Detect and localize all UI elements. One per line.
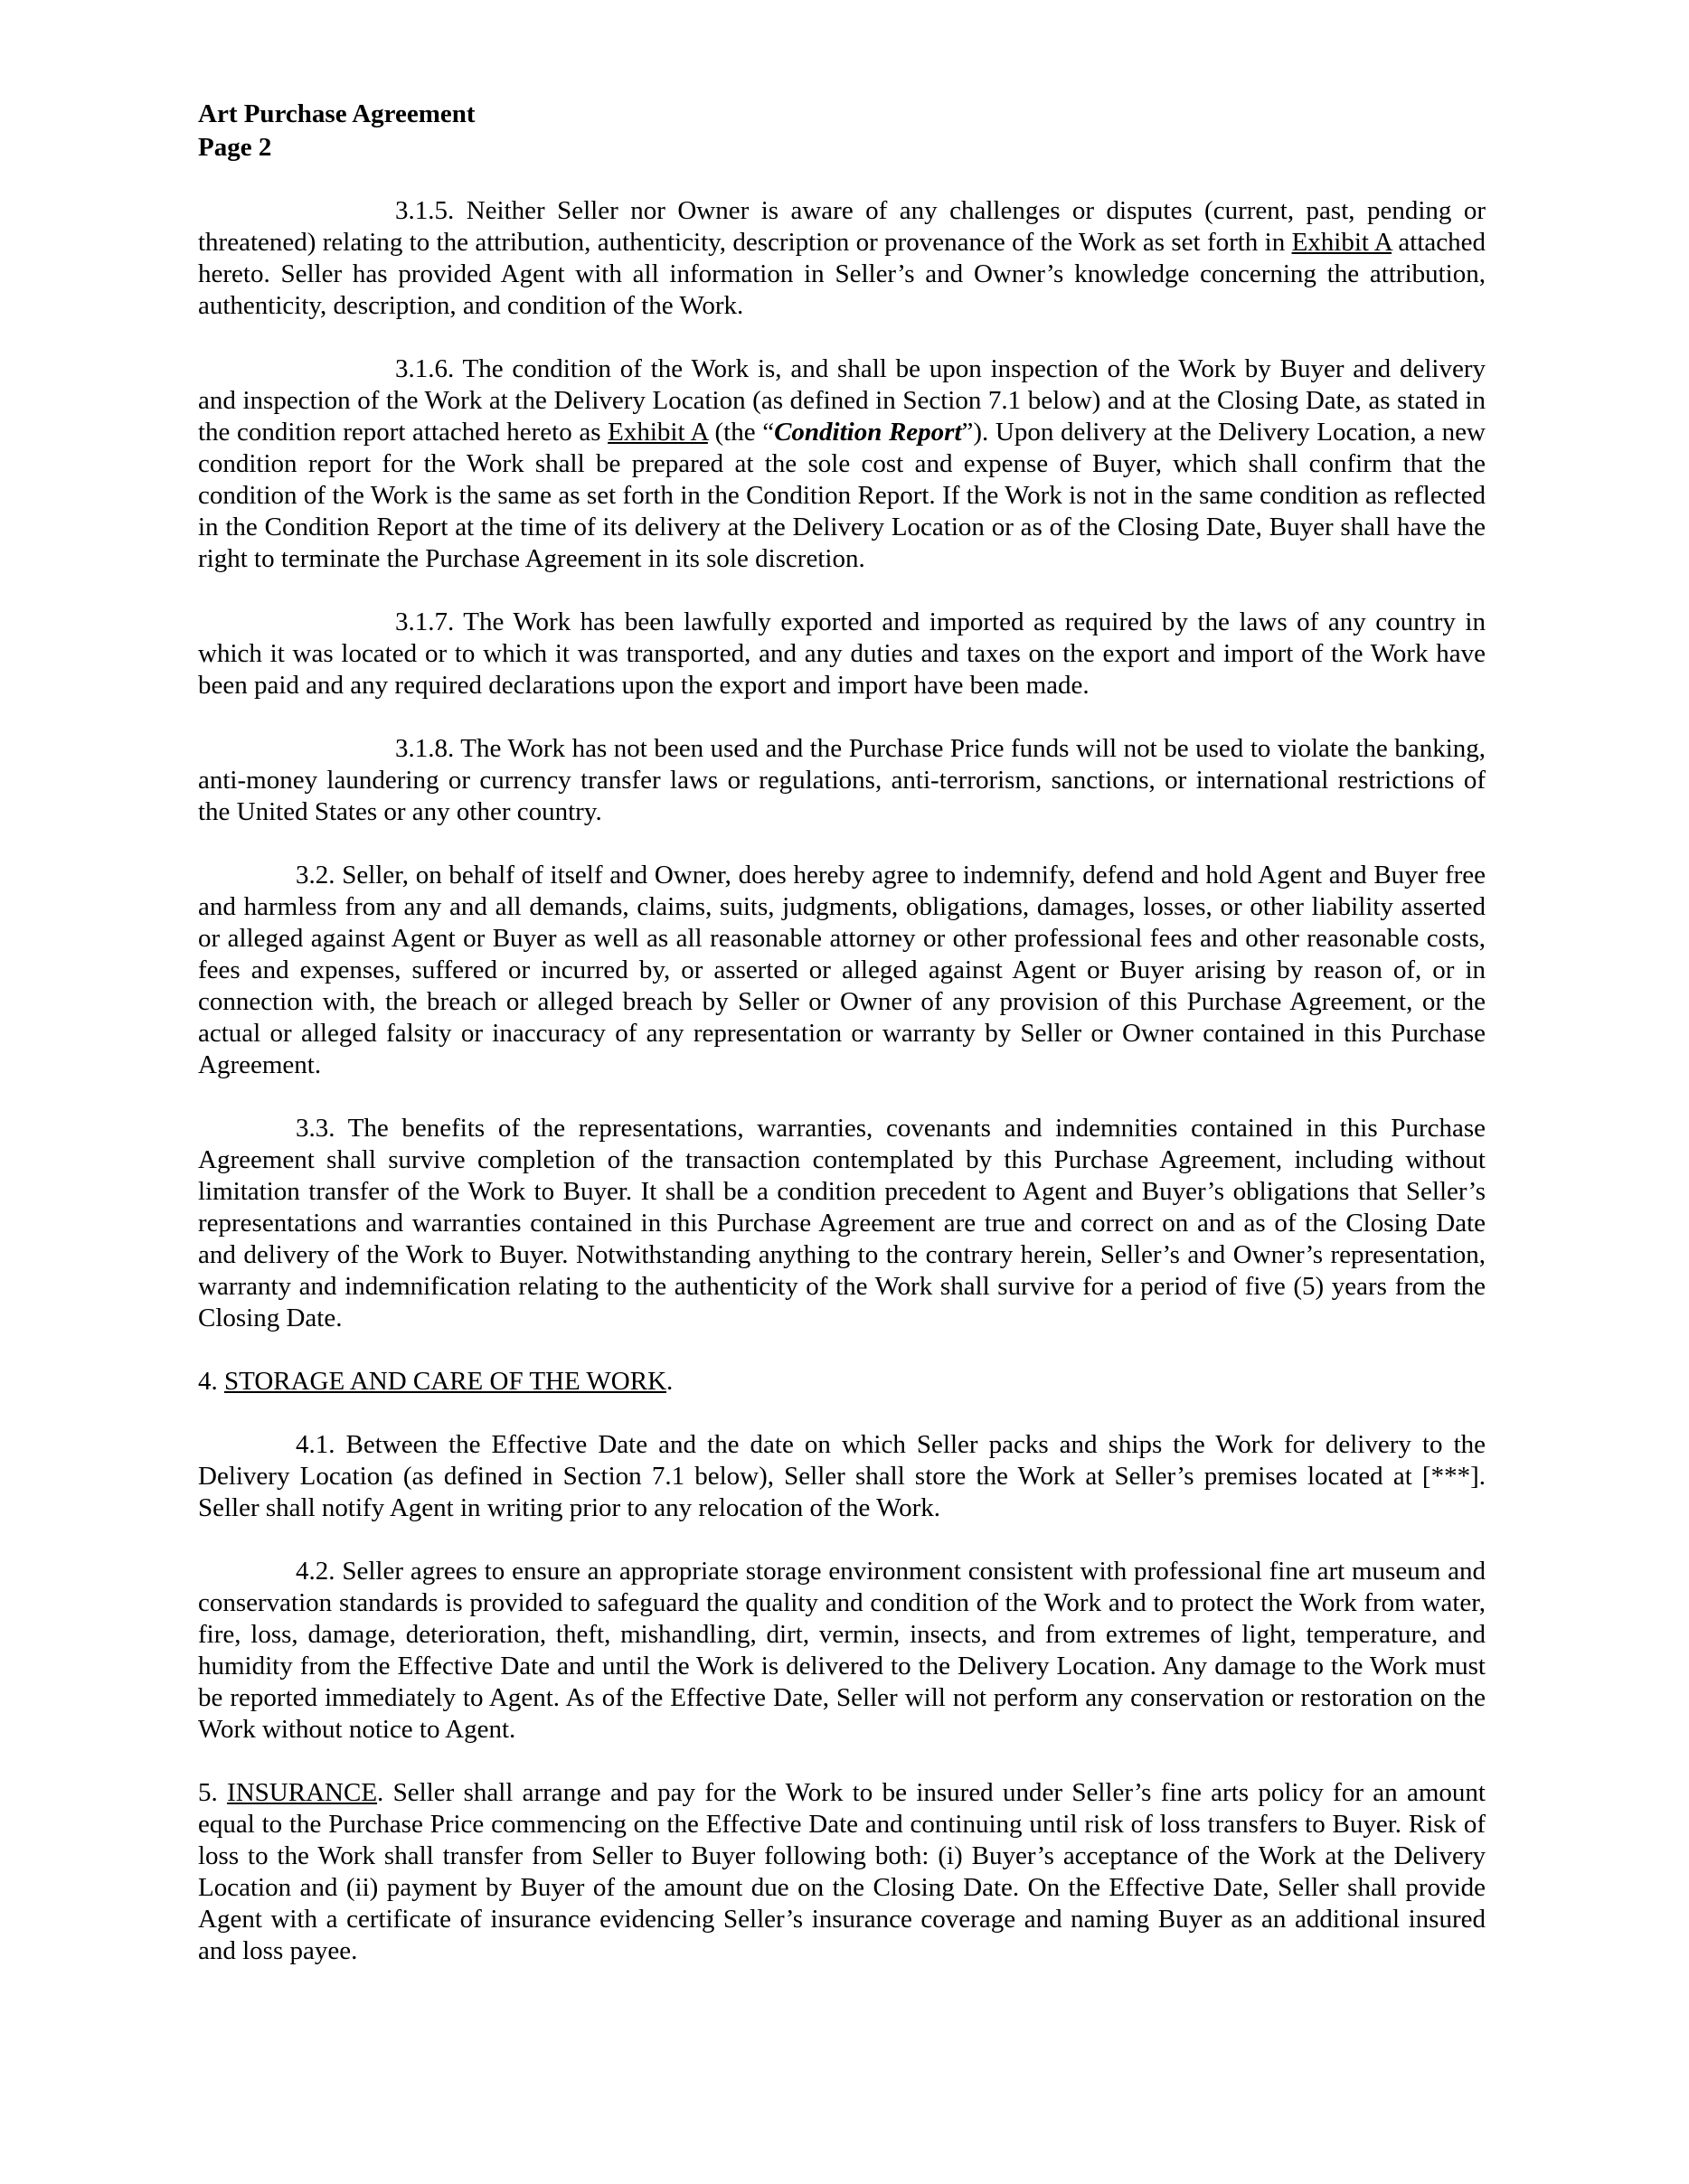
page-number: Page 2	[198, 133, 272, 162]
section-number: 5.	[198, 1778, 228, 1807]
document-page	[198, 98, 1486, 1967]
section-heading: INSURANCE	[227, 1778, 378, 1807]
section-heading: STORAGE AND CARE OF THE WORK	[224, 1367, 667, 1396]
section-number: 4.1.	[296, 1430, 335, 1459]
section-3-1-8: 3.1.8. The Work has not been used and the Purchase Price funds will not be used to violate the banking, anti-money laundering or currency transfer laws or regulations, anti-terrorism, sanctions, or international restrictions of the United States or any other country.	[198, 734, 1486, 826]
section-3-3: 3.3. The benefits of the representations, warranties, covenants and indemnities contained in this Purchase Agreement shall survive completion of the transaction contemplated by this Purchase Agreement, including without limitation transfer of the Work to Buyer. It shall be a condition precedent to Agent and Buyer’s obligations that Seller’s representations and warranties contained in this Purchase Agreement are true and correct on and as of the Closing Date and delivery of the Work to Buyer. Notwithstanding anything to the contrary herein, Seller’s and Owner’s representation, warranty and indemnification relating to the authenticity of the Work shall survive for a period of five (5) years from the Closing Date.	[198, 1114, 1486, 1332]
section-4-1: 4.1. Between the Effective Date and the date on which Seller packs and ships the Work for delivery to the Delivery Location (as defined in Section 7.1 below), Seller shall store the Work at Seller’s premises located at [***]. Seller shall notify Agent in writing prior to any relocation of the Work.	[198, 1430, 1486, 1522]
section-number: 3.3.	[296, 1114, 335, 1143]
section-3-2: 3.2. Seller, on behalf of itself and Owner, does hereby agree to indemnify, defend and hold Agent and Buyer free and harmless from any and all demands, claims, suits, judgments, obligations, damages, losses, or other liability asserted or alleged against Agent or Buyer as well as all reasonable attorney or other professional fees and other reasonable costs, fees and expenses, suffered or incurred by, or asserted or alleged against Agent or Buyer arising by reason of, or in connection with, the breach or alleged breach by Seller or Owner of any provision of this Purchase Agreement, or the actual or alleged falsity or inaccuracy of any representation or warranty by Seller or Owner contained in this Purchase Agreement.	[198, 861, 1486, 1079]
defined-term-condition-report: Condition Report	[774, 418, 962, 447]
section-number: 3.1.7.	[395, 607, 455, 636]
section-4-heading: 4. STORAGE AND CARE OF THE WORK.	[198, 1367, 674, 1396]
section-3-1-6: 3.1.6. The condition of the Work is, and shall be upon inspection of the Work by Buyer and delivery and inspection of the Work at the Delivery Location (as defined in Section 7.1 below) and at the Closing Date, as stated in the condition report attached hereto as Exhibit A (the “Condition Report”). Upon delivery at the Delivery Location, a new condition report for the Work shall be prepared at the sole cost and expense of Buyer, which shall confirm that the condition of the Work is the same as set forth in the Condition Report. If the Work is not in the same condition as reflected in the Condition Report at the time of its delivery at the Delivery Location or as of the Closing Date, Buyer shall have the right to terminate the Purchase Agreement in its sole discretion.	[198, 354, 1486, 573]
section-number: 3.1.8.	[395, 734, 455, 763]
section-3-1-7: 3.1.7. The Work has been lawfully exported and imported as required by the laws of any country in which it was located or to which it was transported, and any duties and taxes on the export and import of the Work have been paid and any required declarations upon the export and import have been made.	[198, 607, 1486, 700]
section-number: 3.2.	[296, 861, 335, 890]
section-number: 3.1.5.	[395, 196, 455, 225]
section-3-1-5: 3.1.5. Neither Seller nor Owner is aware of any challenges or disputes (current, past, pending or threatened) relating to the attribution, authenticity, description or provenance of the Work as set forth in Exhibit A attached hereto. Seller has provided Agent with all information in Seller’s and Owner’s knowledge concerning the attribution, authenticity, description, and condition of the Work.	[198, 196, 1486, 320]
document-body	[198, 195, 1486, 1967]
document-title: Art Purchase Agreement	[198, 99, 476, 128]
section-4-2: 4.2. Seller agrees to ensure an appropriate storage environment consistent with professional fine art museum and conservation standards is provided to safeguard the quality and condition of the Work and to protect the Work from water, fire, loss, damage, deterioration, theft, mishandling, dirt, vermin, insects, and from extremes of light, temperature, and humidity from the Effective Date and until the Work is delivered to the Delivery Location. Any damage to the Work must be reported immediately to Agent. As of the Effective Date, Seller will not perform any conservation or restoration on the Work without notice to Agent.	[198, 1557, 1486, 1744]
section-number: 4.	[198, 1367, 224, 1396]
section-number: 4.2.	[296, 1557, 335, 1586]
exhibit-a-reference: Exhibit A	[1291, 228, 1392, 257]
exhibit-a-reference: Exhibit A	[608, 418, 708, 447]
section-5: 5. INSURANCE. Seller shall arrange and pay for the Work to be insured under Seller’s fine arts policy for an amount equal to the Purchase Price commencing on the Effective Date and continuing until risk of loss transfers to Buyer. Risk of loss to the Work shall transfer from Seller to Buyer following both: (i) Buyer’s acceptance of the Work at the Delivery Location and (ii) payment by Buyer of the amount due on the Closing Date. On the Effective Date, Seller shall provide Agent with a certificate of insurance evidencing Seller’s insurance coverage and naming Buyer as an additional insured and loss payee.	[198, 1778, 1486, 1965]
section-number: 3.1.6.	[395, 354, 455, 383]
